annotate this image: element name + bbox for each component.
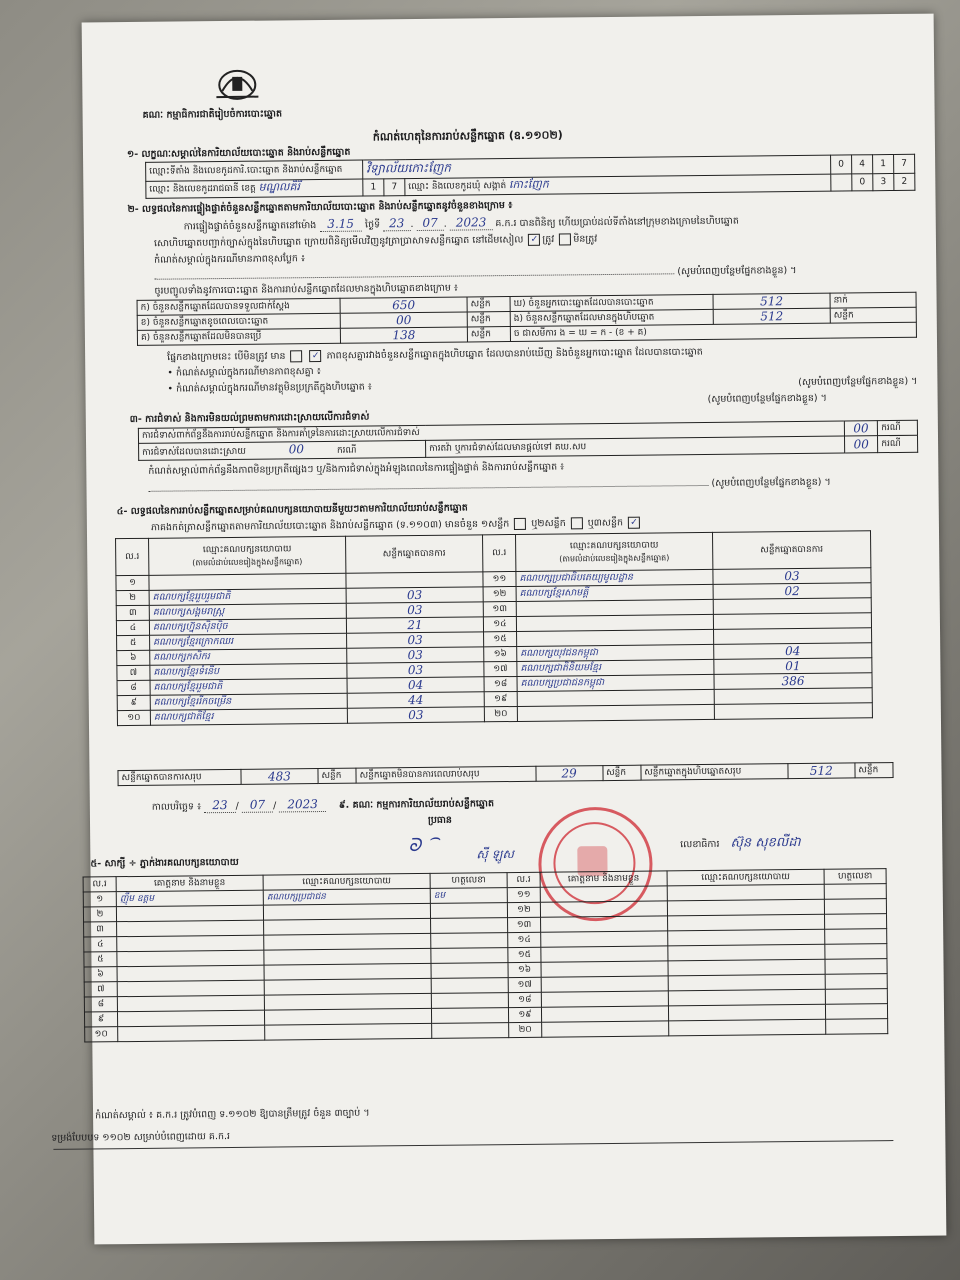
party-no: ៧ [117,665,150,680]
party-votes [713,598,871,615]
witness-name [116,905,263,922]
witness-sign [431,948,508,964]
col-party-right-title: ឈ្មោះគណបក្សនយោបាយ [569,539,659,551]
seal-ok-checkbox[interactable]: ✓ [528,234,540,246]
s2-bullet2: • កំណត់សម្គាល់ក្នុងករណីមានវត្ថុមិនប្រក្រតីក្នុងហិបឆ្នោត ៖ (សូមបំពេញបន្ថែមផ្នែកខាងខ្លួន) ។ [167,375,918,395]
party-name: គណបក្សខ្មែររីកចម្រើន [150,693,347,710]
s3-table [138,420,918,461]
s4-date-line: កាលបរិច្ឆេទ ៖ 23 / 07 / 2023 ៩. គណៈ កម្មការការិយាល័យរាប់សន្លឹកឆ្នោត [151,797,495,813]
s3-note: កំណត់សម្គាល់ពាក់ព័ន្ធនឹងភាពមិនប្រក្រតីផ្សេងៗ ឬ/និងការជំទាស់ក្នុងអំឡុងពេលនៃការផ្ទៀងផ្ទាត់ និងការរាប់សន្លឹកឆ្នោត ៖ [148,461,565,477]
witness-sign [825,1004,887,1020]
signature-left: ᘐ ⁀ [408,834,439,857]
s2-l-label: ក) ចំនួនសន្លឹកឆ្នោតដែលបានទទួលជាក់ស្តែង [137,298,340,315]
witness-sign [824,899,886,915]
s4-date-month: 07 [242,798,273,813]
s2-pre-table: ចូរបញ្ចូលទាំងនូវការបោះឆ្នោត និងការរាប់សន្លឹកឆ្នោតដែលមានក្នុងហិបឆ្នោតខាងក្រោម ៖ [154,282,459,297]
org-line: គណៈ កម្មាធិការជាតិរៀបចំការបោះឆ្នោត [142,108,283,121]
commune-cell [405,174,831,195]
witness-name [117,1010,264,1027]
s3-row1-label: ការជំទាស់ពាក់ព័ន្ធនឹងការរាប់សន្លឹកឆ្នោត និងការគាំទ្រនៃការដោះស្រាយលើការជំទាស់ [138,421,844,443]
witness-no: ១៧ [508,977,541,992]
witness-no: ១២ [507,902,540,917]
total-box-unit: សន្លឹក [855,763,893,778]
time-suffix: គ.ក.រ បានពិនិត្យ ហើយប្រាប់ដល់ទីតាំងនៅក្រុមខាងក្រោមនៃហិបឆ្នោត [495,215,739,230]
s2-r-unit: សន្លឹក [830,307,916,323]
party-no: ១ [116,575,149,590]
witness-sign [431,963,508,979]
witness-sign [825,944,887,960]
party-no: ៩ [117,695,150,710]
date-day: 23 [383,216,410,231]
witness-party [264,933,431,950]
witness-no: ១៨ [508,992,541,1007]
w-col-no: ល.រ [83,877,116,892]
witness-name [117,935,264,952]
total-box-label: សន្លឹកឆ្នោតក្នុងហិបឆ្នោតសរុប [641,764,788,781]
party-no: ១១ [483,571,516,586]
witness-party [668,914,825,931]
party-votes [714,628,872,645]
check-diff-checkbox[interactable]: ✓ [310,350,322,362]
party-no: ១៤ [483,616,516,631]
w-col-sign: ហត្ថលេខា [430,873,507,889]
party-votes: 03 [347,662,484,678]
s2-l-unit: សន្លឹក [467,297,510,312]
party-no: ១៩ [484,691,517,706]
s3-row2-label: ការជំទាស់ដែលបានដោះស្រាយ [142,446,246,458]
witness-no: ៨ [84,997,117,1012]
witness-no: ៣ [84,922,117,937]
s3-row2b-unit: ករណី [878,435,918,452]
footer-note: កំណត់សម្គាល់ ៖ គ.ក.រ ត្រូវបំពេញ ទ.១១០២ ឱ្យបានត្រឹមត្រូវ ចំនួន ៣ច្បាប់ ។ [95,1107,370,1122]
witness-no: ៥ [84,952,117,967]
check-rest: ភាពខុសគ្នារវាងចំនួនសន្លឹកឆ្នោតក្នុងហិបឆ្នោត ដែលបានរាប់ឃើញ និងចំនួនអ្នកបោះឆ្នោត ដែលបានបោះឆ្នោត [326,346,703,362]
seal-ok-label: ត្រូវ [542,234,555,246]
witness-party [667,899,824,916]
s3-row2b-value: 00 [844,436,878,453]
s3-row1-unit: ករណី [878,420,918,435]
prov-code-0: 1 [363,179,384,196]
party-votes: 03 [347,707,484,723]
s5-heading: ៥- សាក្សី ÷ ភ្នាក់ងារគណបក្សនយោបាយ [90,856,239,870]
witness-no: ១០ [85,1027,118,1042]
witness-party [264,978,431,995]
party-votes: 386 [714,673,872,690]
witness-party [668,974,825,991]
time-value: 3.15 [319,217,362,232]
party-no: ៦ [117,650,150,665]
s2-r-unit: នាក់ [830,292,916,308]
w-col-party: ឈ្មោះគណបក្សនយោបាយ [263,873,430,890]
witness-name [541,931,668,947]
witness-name [117,920,264,937]
party-no: ៥ [117,635,150,650]
s2-note-dots [154,264,914,284]
s2-fill-hint: (សូមបំពេញបន្ថែមផ្នែកខាងខ្លួន) ។ [677,265,797,278]
witness-party [667,884,824,901]
party-name: គណបក្សប្រជាធិបតេយ្យមូលដ្ឋាន [516,569,713,586]
witness-no: ១៣ [508,917,541,932]
s1-row2-label [146,179,363,198]
s1-row1-label: ឈ្មោះទីតាំង និងលេខកូដការិ.បោះឆ្នោត និងរាប់សន្លឹកឆ្នោត [146,160,363,181]
col-votes-right: សន្លឹកឆ្នោតបានការ [712,531,870,570]
party-no: ១៧ [484,661,517,676]
s2-r-value: 512 [713,308,830,324]
witness-party [668,989,825,1006]
party-no: ៤ [116,620,149,635]
witness-name [542,1021,669,1037]
witness-party [668,929,825,946]
witness-name [117,980,264,997]
party-name: គណបក្សជាតិនិយមខ្មែរ [517,659,714,676]
seal-bad-label: មិនត្រូវ [573,233,598,245]
col-no-right: ល.រ [483,534,516,571]
witness-no: ២០ [509,1022,542,1037]
party-no: ២០ [484,706,517,721]
party-votes: 03 [346,587,483,603]
party-no: ១៨ [484,676,517,691]
s3-row2-value: 00 [288,442,305,457]
witness-party [668,959,825,976]
three-sheet-checkbox[interactable]: ✓ [628,517,640,529]
witness-name [117,995,264,1012]
s2-l-label: គ) ចំនួនសន្លឹកឆ្នោតដែលមិនបានប្រើ [137,328,340,345]
bullet2-text: កំណត់សម្គាល់ក្នុងករណីមានវត្ថុមិនប្រក្រតីក្នុងហិបឆ្នោត ៖ [176,381,372,395]
chair-name: ស៊ី ឡូស [476,847,514,862]
code2-0: 0 [852,174,873,191]
party-votes: 04 [714,643,872,660]
results-body [116,568,873,726]
witness-party [669,1019,826,1036]
total-valid-unit: សន្លឹក [318,768,356,783]
witness-no: ១៦ [508,962,541,977]
party-name: គណបក្សប្រជាជនកម្ពុជា [517,674,714,691]
witness-party [264,963,431,980]
s3-row2b-label: ការតវ៉ា ឬការជំទាស់ដែលមានផ្តល់ទៅ គឃ.សប [426,436,845,457]
witness-name [117,965,264,982]
s4-date-year: 2023 [279,797,326,812]
s1-table [145,154,915,199]
witness-sign [825,929,887,945]
party-votes: 01 [714,658,872,675]
s3-row2-unit: ករណី [336,445,357,456]
s4-date-label: កាលបរិច្ឆេទ ៖ [151,801,202,813]
witness-body [83,884,888,1042]
s2-l-unit: សន្លឹក [467,312,510,327]
party-name: គណបក្សហ្វ៊ុនស៊ិនប៉ិច [149,618,346,635]
seal-text: សោហិបឆ្នោតបញ្ជាក់ច្បាស់ក្នុងនៃហិបឆ្នោត ក្រោយពិនិត្យមើលវិញនូវត្រាប្រាសាទសន្លឹកឆ្នោត នៅដើមសៀល [153,234,524,250]
party-name: គណបក្សសង្គមរាស្ត្រ [149,603,346,620]
s4-sub-text: ភាគងកត់ត្រាសន្លឹកឆ្នោតតាមការិយាល័យបោះឆ្នោត និងរាប់សន្លឹកឆ្នោត (ទ.១១០៣) មានចំនួន ១សន្លឹក [150,518,510,534]
witness-party [264,918,431,935]
party-votes: 03 [347,632,484,648]
s2-note [154,247,914,267]
nec-emblem [210,61,264,106]
party-no: ១០ [117,710,150,725]
s2-bullet3: (សូមបំពេញបន្ថែមផ្នែកខាងខ្លួន) ។ [707,392,827,405]
totals-table [117,762,893,786]
party-no: ១៣ [483,601,516,616]
s2-note-label: កំណត់សម្គាល់ក្នុងករណីមានភាពខុសប្លែក ៖ [154,253,306,266]
secretary [680,837,801,851]
witness-party [265,1023,432,1040]
witness-no: ១ [83,892,116,907]
party-votes: 44 [347,692,484,708]
w-col-no-r: ល.រ [507,872,540,887]
witness-sign [825,989,887,1005]
time-prefix: ការផ្ទៀងផ្ទាត់ចំនួនសន្លឹកឆ្នោតនៅម៉ោង [183,220,317,233]
witness-no: ៩ [84,1012,117,1027]
witness-name [541,946,668,962]
commune-label: ឈ្មោះ និងលេខកូដឃុំ សង្កាត់ [408,181,507,193]
witness-sign [432,1023,509,1039]
s2-seal-line [154,233,597,250]
commune-value: កោះញែក [508,177,549,192]
s2-r-label: ច ជាសមីការ ង = ឃ = ក - (ខ + គ) [510,322,916,341]
bullet2-hint: (សូមបំពេញបន្ថែមផ្នែកខាងខ្លួន) ។ [798,375,918,389]
witness-name [541,1006,668,1022]
party-votes: 21 [346,617,483,633]
witness-no: ៦ [84,967,117,982]
party-name: គណបក្សខ្មែរក្រោកឈរ [150,633,347,650]
s3-heading: ៣- ការជំទាស់ និងការមិនយល់ព្រមតាមការដោះស្រាយលើការជំទាស់ [129,411,370,426]
s2-heading: ២- លទ្ធផលនៃការផ្ទៀងផ្ទាត់ចំនួនសន្លឹកឆ្នោតតាមការិយាល័យបោះឆ្នោត និងរាប់សន្លឹកឆ្នោតនូវចំនួនខាងក្រោម ៖ [127,199,513,216]
party-votes: 03 [347,647,484,663]
code2-2: 2 [894,173,915,190]
witness-name [117,950,264,967]
witness-sign [825,914,887,930]
witness-party [264,948,431,965]
s2-bullet1: • កំណត់សម្គាល់ក្នុងករណីមានភាពខុសគ្នា ៖ [167,366,321,379]
date-month: 07 [416,216,443,231]
witness-party [668,944,825,961]
s2-time-line: ការផ្ទៀងផ្ទាត់ចំនួនសន្លឹកឆ្នោតនៅម៉ោង 3.15 ថ្ងៃទី 23 . 07 . 2023 គ.ក.រ បានពិនិត្យ ហើយប្រាប់ដល់ទីតាំងនៅក្រុមខាងក្រោមនៃហិបឆ្នោត [183,215,739,233]
witness-no: ១៥ [508,947,541,962]
s3-row2-cell [139,440,426,460]
s3-row1-value: 00 [844,421,877,436]
total-valid: 483 [241,769,318,785]
witness-sign [825,959,887,975]
col-party-right-sub: (តាមលំដាប់លេខរៀងក្នុងសន្លឹកឆ្នោត) [559,552,670,564]
witness-party [263,903,430,920]
party-no: ២ [116,590,149,605]
party-name: គណបក្សកសិករ [150,648,347,665]
party-votes: 02 [713,583,871,600]
s3-note-dots [148,476,918,496]
party-votes [714,688,872,705]
s2-l-value: 00 [340,312,467,328]
witness-sign [430,903,507,919]
total-box: 512 [788,763,855,779]
witness-name [541,976,668,992]
secretary-name: ស៊ុន សុខលីដា [730,835,801,851]
w-col-party-r: ឈ្មោះគណបក្សនយោបាយ [667,869,824,886]
witness-no: ១៤ [508,932,541,947]
code1-2: 1 [873,154,894,173]
witness-sign [826,1019,888,1035]
s2-l-unit: សន្លឹក [467,327,510,342]
witness-no: ២ [83,907,116,922]
s2-table [137,292,917,346]
code2-blank [831,174,852,191]
s4-heading: ៤- លទ្ធផលនៃការរាប់សន្លឹកឆ្នោតសម្រាប់គណបក្សនយោបាយនីមួយៗតាមការិយាល័យរាប់សន្លឹកឆ្នោត [116,502,468,518]
form-title: កំណត់ហេតុនៃការរាប់សន្លឹកឆ្នោត (ឧ.១១០២) [372,128,563,144]
check-line-text: ផ្នែកខាងក្រោមនេះ បើមិនត្រូវ មាន [167,350,286,364]
witness-sign [431,933,508,949]
one-sheet-checkbox[interactable] [514,518,526,530]
two-sheet-checkbox[interactable] [571,517,583,529]
party-name: គណបក្សខ្មែររួមជាតិ [150,678,347,695]
witness-sign: ឧម [430,888,507,904]
witness-name [118,1025,265,1042]
s3-fill-hint: (សូមបំពេញបន្ថែមផ្នែកខាងខ្លួន) ។ [711,476,831,489]
party-name [517,704,714,721]
bullet1-text: កំណត់សម្គាល់ក្នុងករណីមានភាពខុសគ្នា ៖ [175,366,321,379]
party-votes [714,703,872,720]
witness-name: ញ៉ឹម ឧត្តម [116,890,263,907]
s4-committee: ៩. គណៈ កម្មការការិយាល័យរាប់សន្លឹកឆ្នោត [338,798,495,811]
party-no: ៨ [117,680,150,695]
witness-sign [431,1008,508,1024]
check-has-checkbox[interactable] [290,350,302,362]
witness-party [668,1004,825,1021]
witness-no: ៤ [84,937,117,952]
party-votes [346,572,483,588]
witness-sign [824,884,886,900]
col-no-left: ល.រ [116,538,149,575]
secretary-label: លេខាធិការ [680,838,720,851]
total-invalid: 29 [535,766,602,782]
s1-row1-value: វិទ្យាល័យកោះញែក [363,155,831,179]
witness-name [541,916,668,932]
witness-party [264,1008,431,1025]
document-sheet [51,14,947,1245]
col-party-left-title: ឈ្មោះគណបក្សនយោបាយ [202,543,292,555]
s4-sub [151,517,642,535]
witness-name [541,961,668,977]
witness-sign [825,974,887,990]
witness-no: ១៩ [508,1007,541,1022]
party-name: គណបក្សខ្មែរសាមគ្គី [516,584,713,601]
chair-label: ប្រធាន [427,814,452,826]
witness-party [264,993,431,1010]
party-votes [713,613,871,630]
party-votes: 03 [713,568,871,585]
total-invalid-label: សន្លឹកឆ្នោតមិនបានការពេលរាប់សរុប [356,766,536,783]
province-label: ឈ្មោះ និងលេខកូដរាជធានី ខេត្ត [149,183,256,195]
s4-date-day: 23 [204,798,235,813]
s2-r-value: 512 [713,293,830,309]
witness-sign [431,918,508,934]
party-name: គណបក្សខ្មែររួបរួមជាតិ [149,588,346,605]
witness-name [540,901,667,917]
seal-bad-checkbox[interactable] [559,233,571,245]
party-votes: 04 [347,677,484,693]
col-party-left-sub: (តាមលំដាប់លេខរៀងក្នុងសន្លឹកឆ្នោត) [192,556,303,567]
witness-no: ១១ [507,887,540,902]
s2-r-label: ង) ចំនួនសន្លឹកឆ្នោតដែលមានក្នុងហិបឆ្នោត [510,309,713,326]
date-prefix: ថ្ងៃទី [364,219,381,231]
witness-name [540,886,667,902]
party-name: គណបក្សខ្មែរទំនើប [150,663,347,680]
s1-heading: ១- លក្ខណៈសម្គាល់នៃការិយាល័យបោះឆ្នោត និងរាប់សន្លឹកឆ្នោត [126,146,351,161]
witness-no: ៧ [84,982,117,997]
party-votes: 03 [346,602,483,618]
s2-l-value: 650 [340,297,467,313]
prov-code-1: 7 [384,179,405,196]
col-party-left [149,536,346,575]
opt3-label: ឬ៣សន្លឹក [587,517,624,529]
s2-check-line [167,346,703,364]
total-invalid-unit: សន្លឹក [602,765,640,780]
party-no: ១៦ [484,646,517,661]
w-col-name: គោត្តនាម និងនាមខ្លួន [116,875,263,892]
province-value: មណ្ឌលគិរី [258,180,301,194]
w-col-sign-r: ហត្ថលេខា [824,869,886,885]
party-no: ១៥ [484,631,517,646]
code2-1: 3 [873,173,894,190]
total-valid-label: សន្លឹកឆ្នោតបានការសរុប [118,769,241,785]
date-year: 2023 [450,215,493,230]
opt2-label: ឬ២សន្លឹក [531,517,566,530]
party-name: គណបក្សយុវជនកម្ពុជា [517,644,714,661]
footer-form: ទម្រង់បែបបទ ១១០២ សម្រាប់បំពេញដោយ គ.ក.រ [51,1131,231,1144]
witness-sign [431,978,508,994]
s2-l-value: 138 [340,327,467,343]
witness-table [83,868,889,1042]
results-table [115,530,873,726]
code1-3: 7 [894,154,915,173]
s2-r-label: ឃ) ចំនួនអ្នកបោះឆ្នោតដែលបានបោះឆ្នោត [510,294,713,311]
party-name: គណបក្សជាតិខ្មែរ [150,708,347,725]
witness-sign [431,993,508,1009]
party-no: ១២ [483,586,516,601]
col-votes-left: សន្លឹកឆ្នោតបានការ [346,535,483,573]
s2-l-label: ខ) ចំនួនសន្លឹកឆ្នោតខូចពេលបោះឆ្នោត [137,313,340,330]
col-party-right [516,532,713,571]
witness-party: គណបក្សប្រជាជន [263,888,430,905]
w-col-name-r: គោត្តនាម និងនាមខ្លួន [540,871,667,887]
code1-0: 0 [831,155,852,174]
code1-1: 4 [852,155,873,174]
party-no: ៣ [116,605,149,620]
witness-name [541,991,668,1007]
